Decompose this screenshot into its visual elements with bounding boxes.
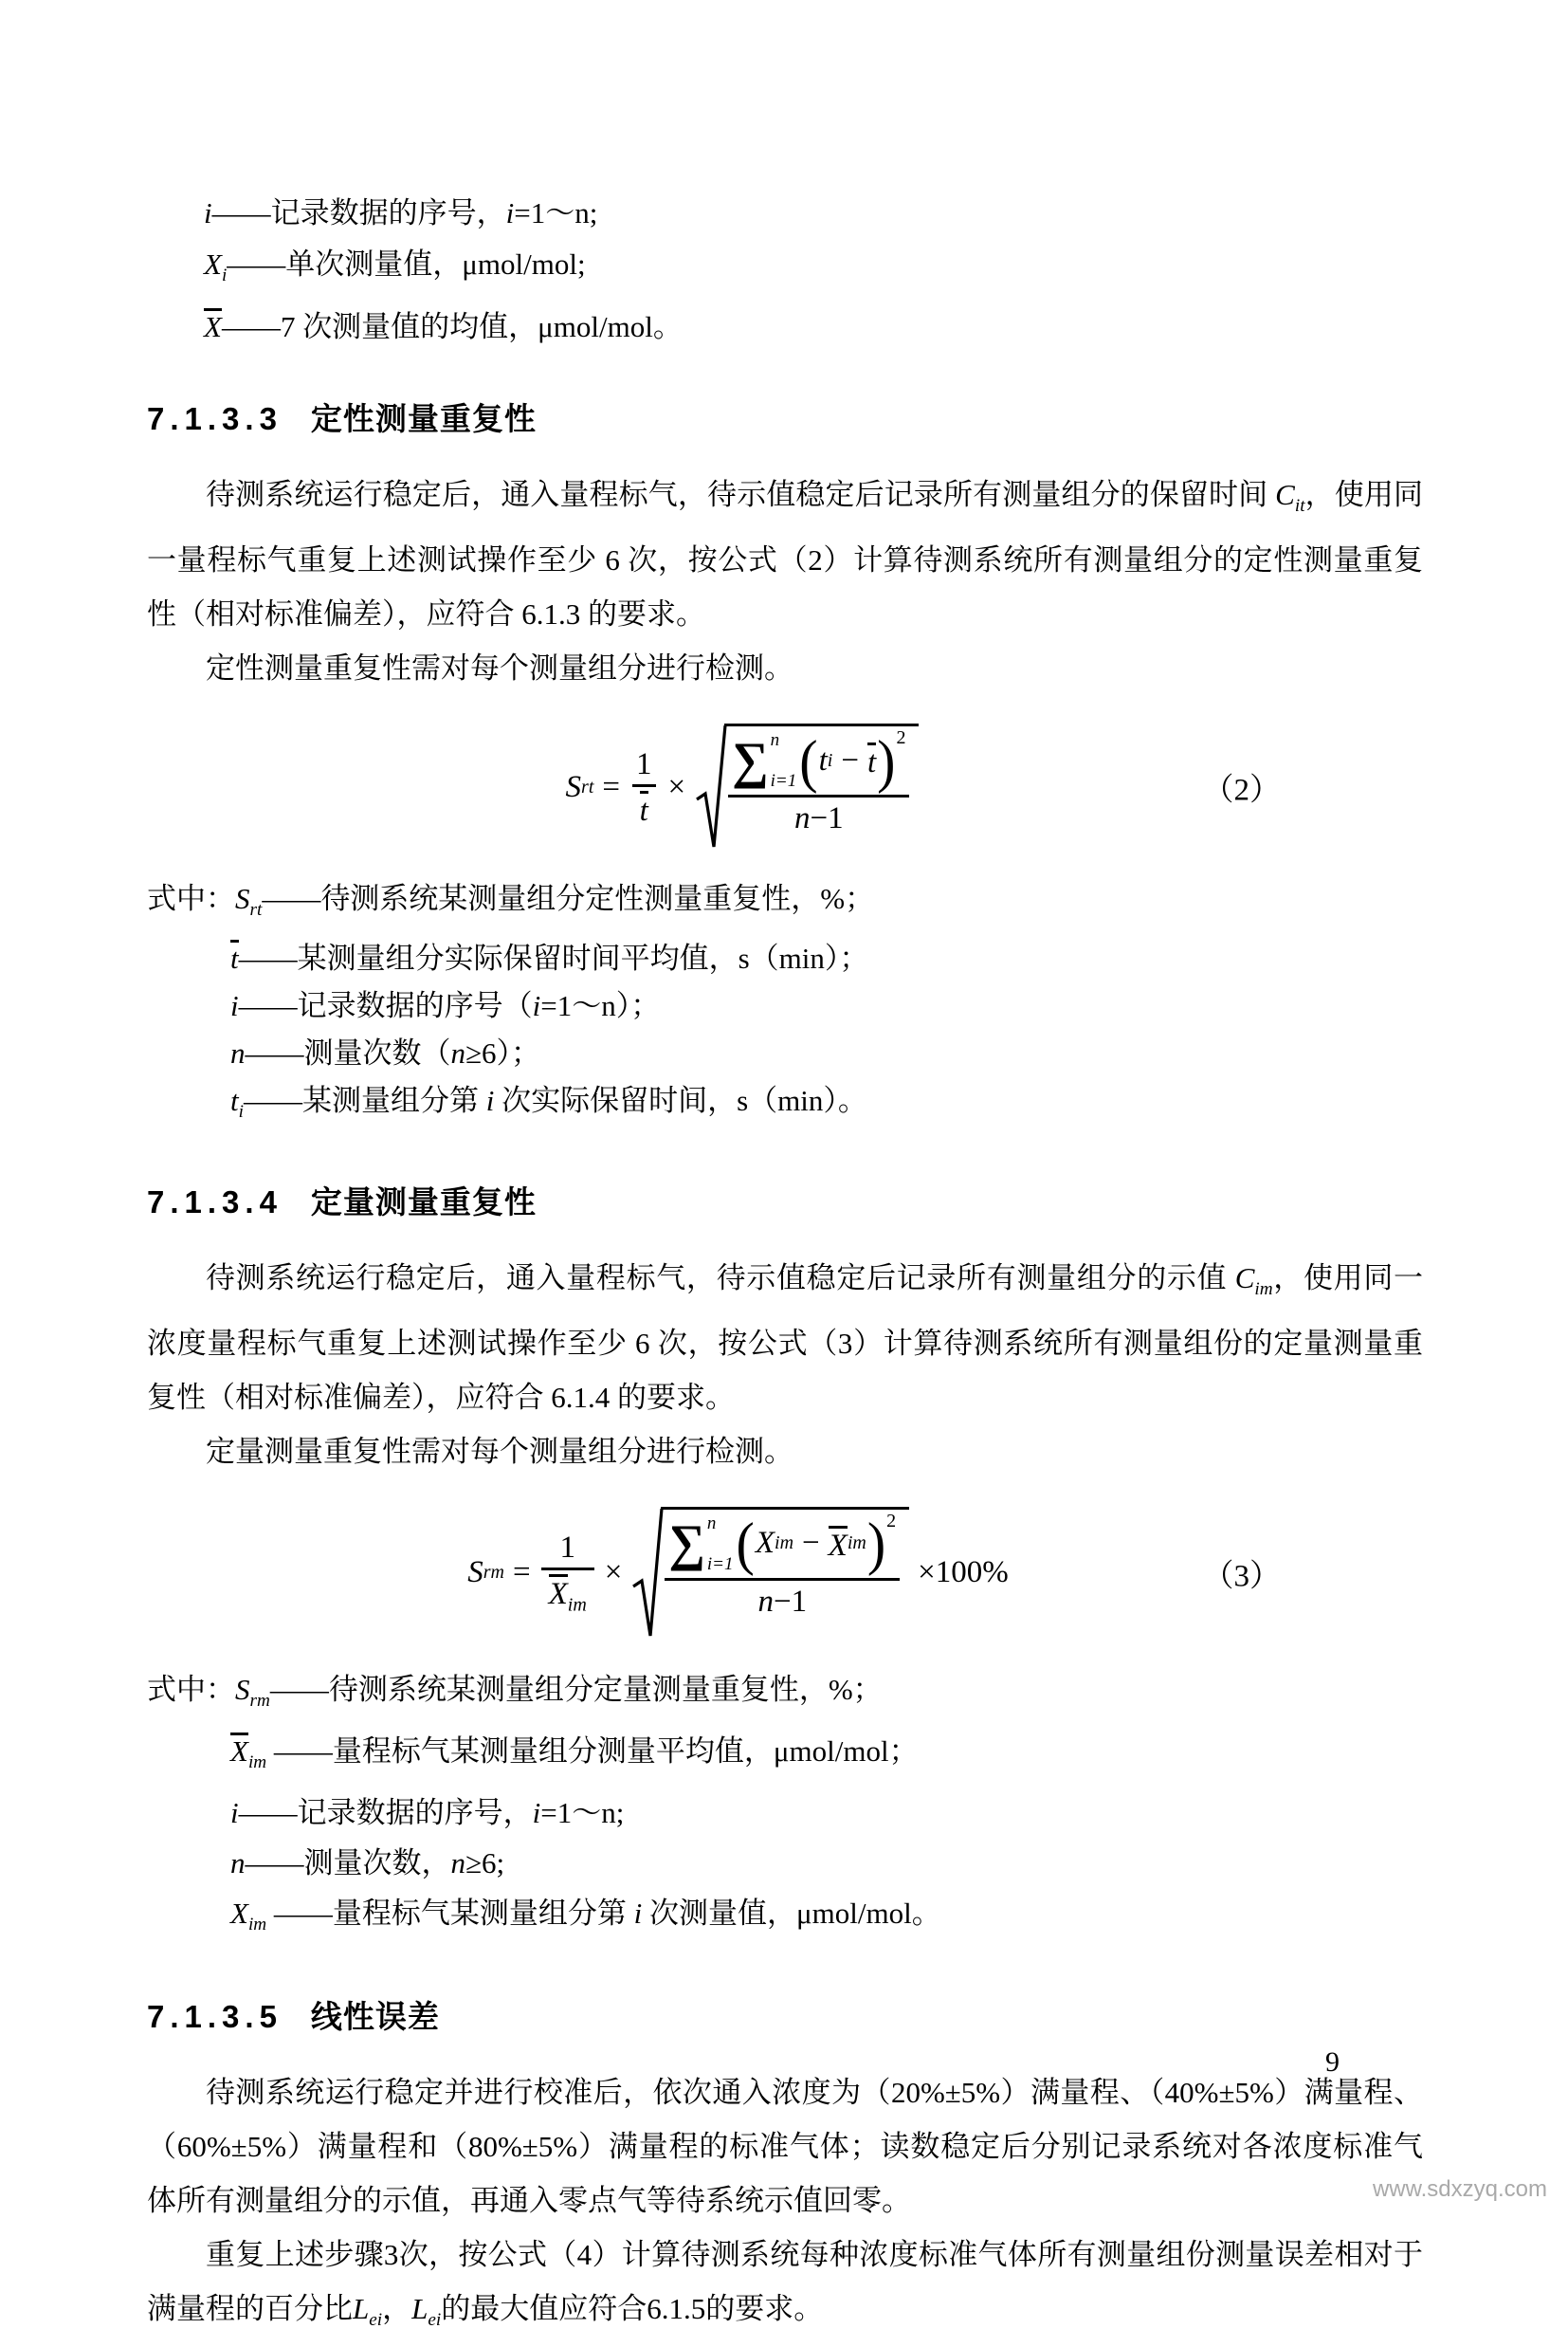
paragraph-7134-note: 定量测量重复性需对每个测量组分进行检测。 <box>206 1434 793 1468</box>
definition-item-xbar: X——7 次测量值的均值，μmol/mol。 <box>204 310 683 344</box>
legend-item: i——记录数据的序号（i=1～n）； <box>230 988 661 1022</box>
legend-item: $t_i——$某测量组分第 i 次实际保留时间，s（min）。 <box>230 1083 867 1122</box>
formula-2 <box>147 724 1423 851</box>
radical-sign <box>632 1507 663 1640</box>
legend-item: i——记录数据的序号，i=1～n; <box>230 1796 625 1830</box>
legend-item: t——某测量组分实际保留时间平均值，s（min）； <box>230 941 869 975</box>
overbar-variable: X <box>204 310 222 344</box>
top-definition-list <box>204 188 1423 353</box>
section-heading-7135: 7.1.3.5 线性误差 <box>147 1998 440 2034</box>
section-heading-7133: 7.1.3.3 定性测量重复性 <box>147 401 537 437</box>
fraction: ∑ n i=1 ( t i − t ) $^2$ n−1 <box>728 731 909 835</box>
legend-item: $X_{im}$ ——量程标气某测量组分测量平均值，μmol/mol； <box>230 1734 919 1773</box>
formula-number: （2） <box>1202 773 1281 808</box>
page-content <box>147 0 1423 2347</box>
paragraph-7135b: 重复上述步骤3次，按公式（4）计算待测系统每种浓度标准气体所有测量组份测量误差相对于满量程的百分比$L_{ei}$，$L_{ei}$的最大值应符合6.1.5的要求。 <box>147 2237 1423 2330</box>
fraction: ∑ n i=1 ( X im − X im ) $^2$ n−1 <box>665 1514 900 1619</box>
square-root <box>696 724 919 851</box>
section-heading-7134: 7.1.3.4 定量测量重复性 <box>147 1183 537 1219</box>
fraction: $\frac{1}{t}$ <box>630 747 658 829</box>
radical-sign <box>696 724 726 851</box>
overbar-variable: X <box>829 1526 848 1563</box>
fraction: $\frac{1}{X_{im}}$ <box>541 1531 594 1616</box>
formula-3-expression: S rm = $\frac{1}{X_{im}}$ × ∑ n i=1 ( X im − X im ) $^2$ n−1 ×100% <box>467 1507 1017 1640</box>
paragraph-7133: 待测系统运行稳定后，通入量程标气，待示值稳定后记录所有测量组分的保留时间 $C_{it}$，使用同一量程标气重复上述测试操作至少 6 次，按公式（2）计算待测系统所有测量组分的定性测量重复性（相对标准偏差），应符合 6.1.3 的要求。 <box>147 478 1424 632</box>
formula-number: （3） <box>1202 1559 1281 1594</box>
definition-item-i: i——记录数据的序号，i=1～n; <box>204 196 598 229</box>
summation: ∑ n i=1 <box>668 1513 734 1574</box>
square-root <box>632 1507 909 1640</box>
page-number: 9 <box>1325 2046 1340 2078</box>
legend-item: 式中：$S_{rt}——$待测系统某测量组分定性测量重复性，%； <box>147 882 875 921</box>
legend-item: $X_{im}$ ——量程标气某测量组分第 i 次测量值，μmol/mol。 <box>230 1897 941 1935</box>
formula-3 <box>147 1507 1423 1640</box>
definition-item-xi: $X_i——$单次测量值，μmol/mol; <box>204 248 586 286</box>
overbar-variable: t <box>867 743 876 779</box>
overbar-variable: t <box>230 941 239 975</box>
paragraph-7133-note: 定性测量重复性需对每个测量组分进行检测。 <box>206 651 793 686</box>
watermark: www.sdxzyq.com <box>1372 2176 1547 2202</box>
legend-item: n——测量次数，n≥6; <box>230 1846 505 1880</box>
summation: ∑ n i=1 <box>732 730 797 792</box>
overbar-variable: t <box>640 791 648 828</box>
legend-item: n——测量次数（n≥6）； <box>230 1036 541 1070</box>
paragraph-7135a: 待测系统运行稳定并进行校准后，依次通入浓度为（20%±5%）满量程、（40%±5%）满量程、（60%±5%）满量程和（80%±5%）满量程的标准气体；读数稳定后分别记录系统对各浓度标准气体所有测量组分的示值，再通入零点气等待系统示值回零。 <box>147 2075 1423 2217</box>
paragraph-7134: 待测系统运行稳定后，通入量程标气，待示值稳定后记录所有测量组分的示值 $C_{im}$，使用同一浓度量程标气重复上述测试操作至少 6 次，按公式（3）计算待测系统所有测量组份的定量测量重复性（相对标准偏差），应符合 6.1.4 的要求。 <box>147 1260 1424 1414</box>
legend-item: 式中：$S_{rm}——$待测系统某测量组分定量测量重复性，%； <box>147 1672 883 1712</box>
overbar-variable: X <box>230 1734 248 1769</box>
formula-2-legend <box>147 875 1423 1135</box>
formula-2-expression: S rt = $\frac{1}{t}$ × ∑ n i=1 ( t i − t ) $^2$ n−1 <box>566 724 920 851</box>
formula-3-legend <box>147 1664 1423 1951</box>
overbar-variable: X <box>549 1574 568 1611</box>
